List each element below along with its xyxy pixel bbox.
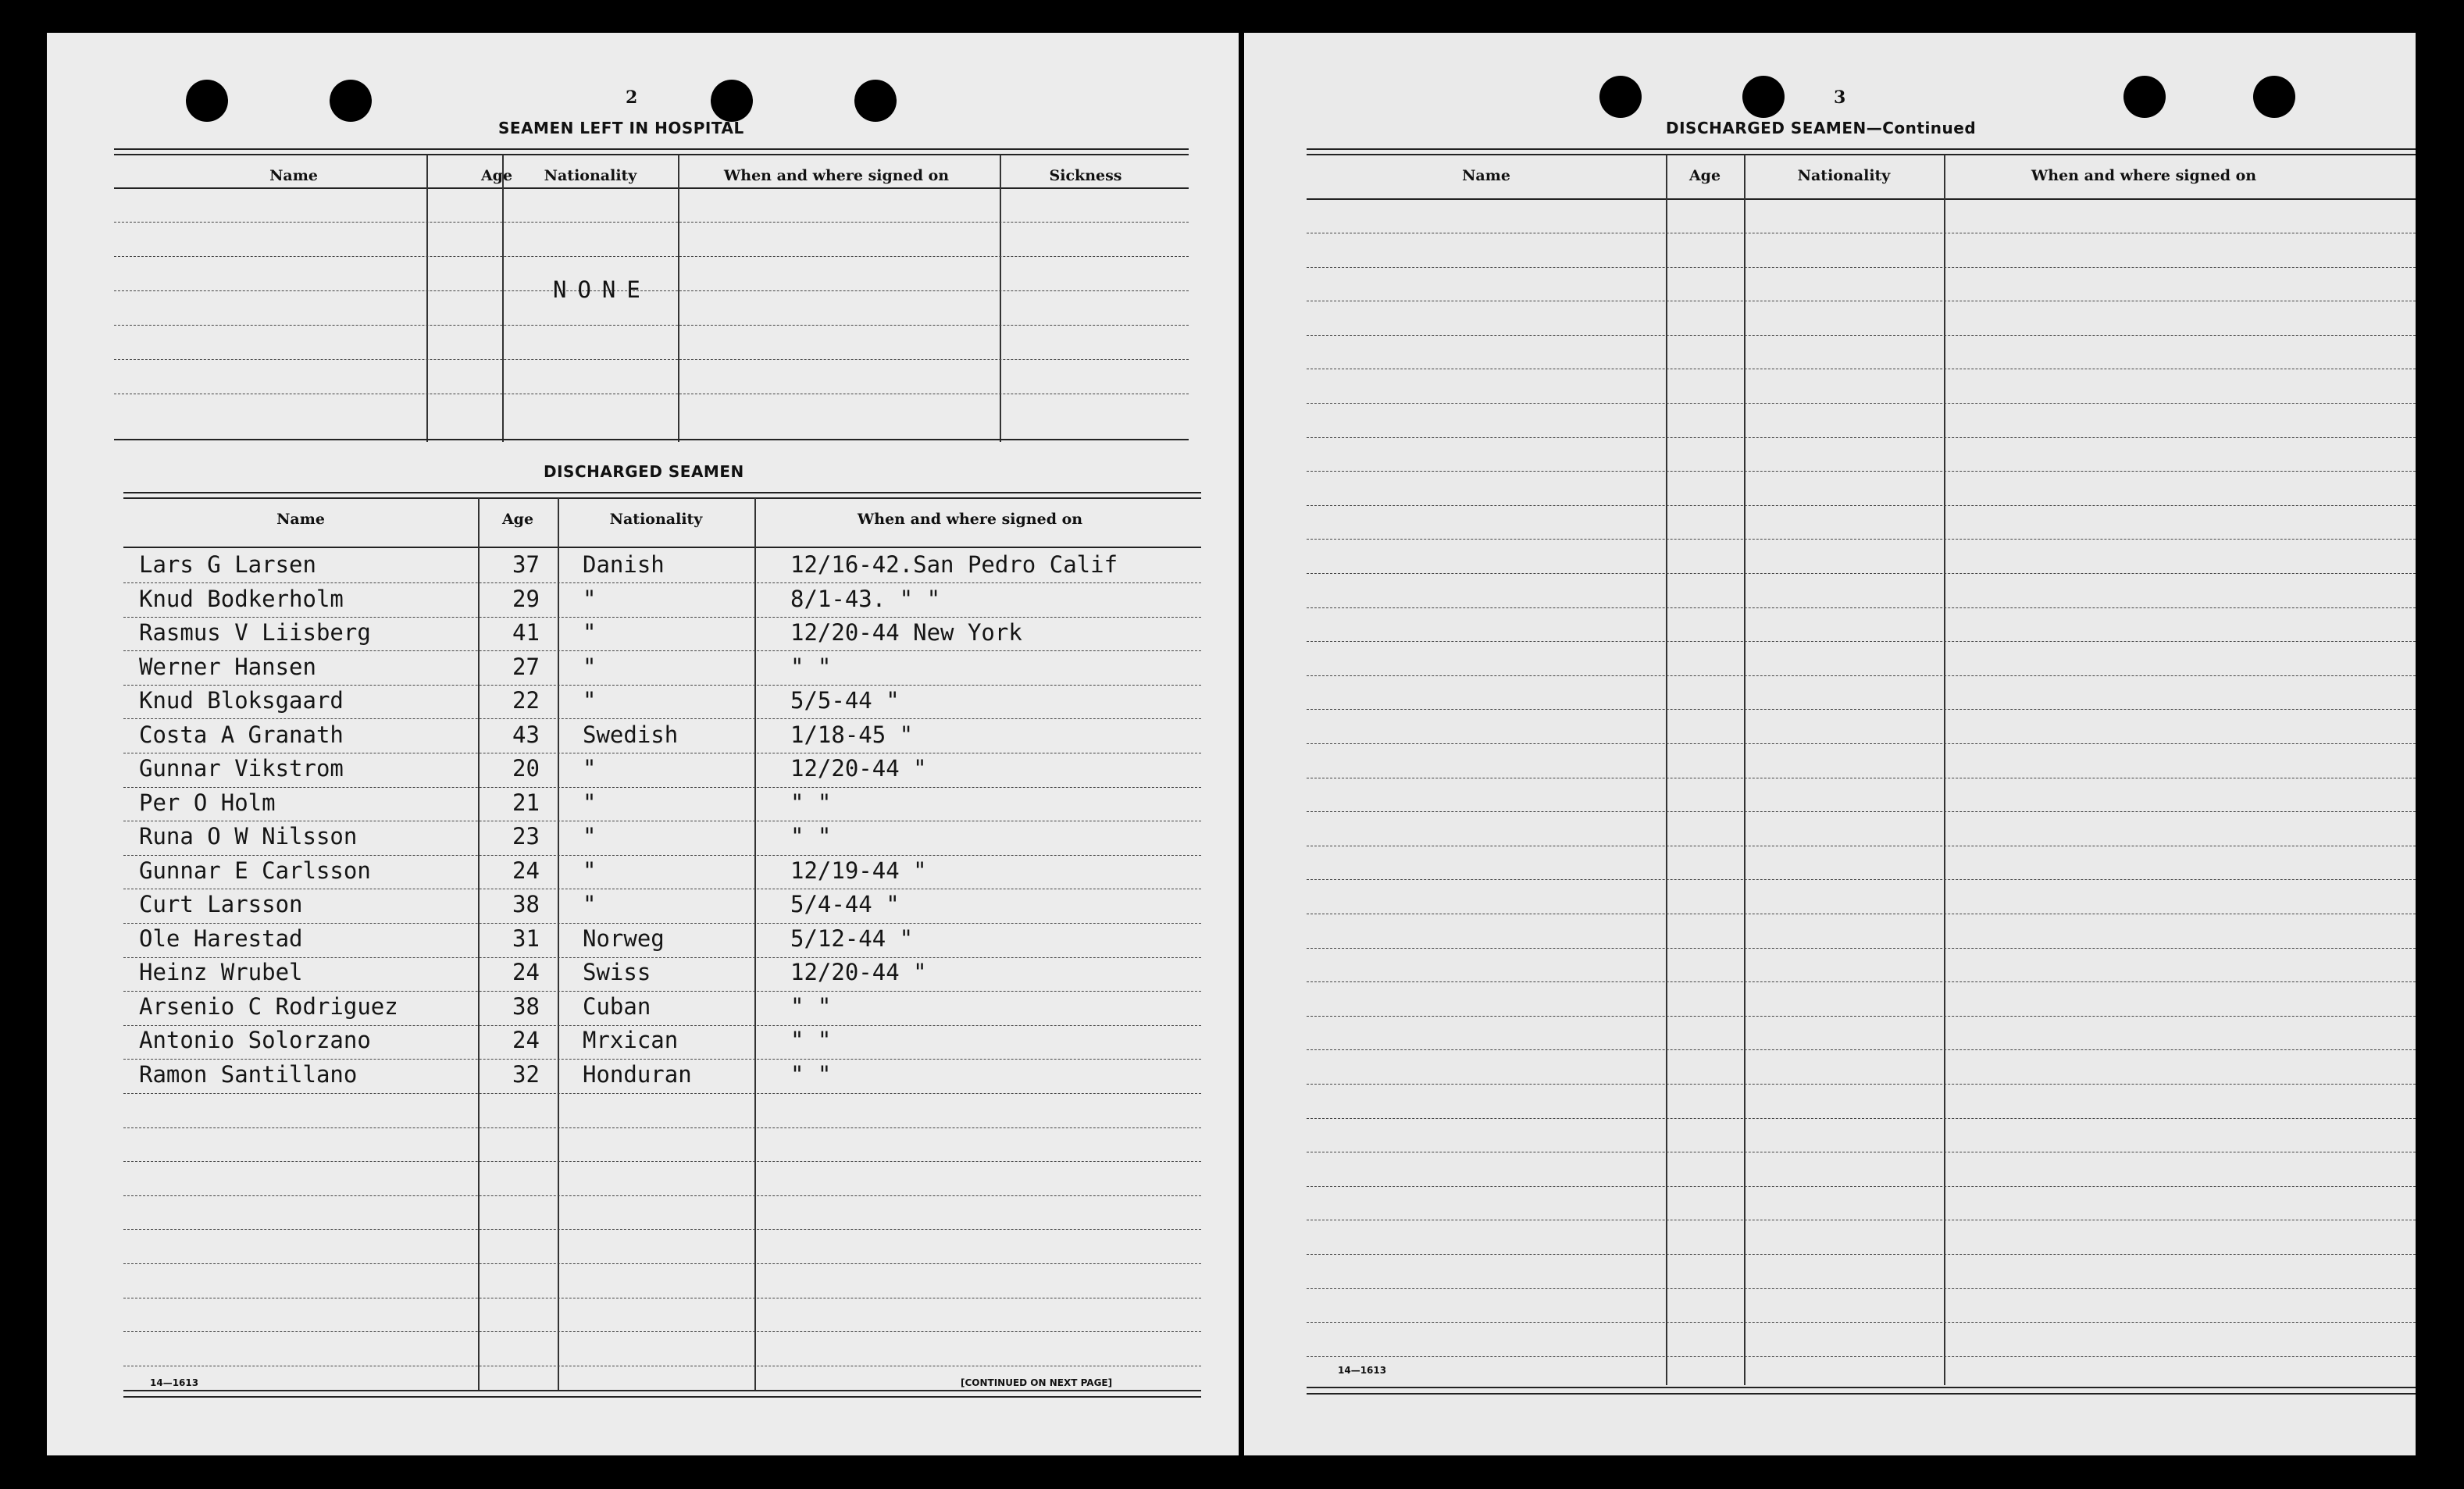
seaman-age: 20 (512, 755, 540, 782)
seaman-name: Curt Larsson (139, 891, 303, 917)
seaman-age: 31 (512, 924, 540, 952)
col-header-signed-on: When and where signed on (2031, 167, 2257, 184)
seaman-age: 29 (512, 585, 540, 612)
col-header-name: Name (1462, 167, 1510, 184)
seaman-name: Ramon Santillano (139, 1060, 358, 1088)
seaman-name: Antonio Solorzano (139, 1027, 371, 1053)
entry-line (123, 1195, 1201, 1196)
col-divider (1000, 155, 1001, 442)
entry-line (1307, 879, 2416, 880)
entry-line (114, 325, 1189, 326)
entry-line (1307, 675, 2416, 676)
entry-line (1307, 471, 2416, 472)
rule (123, 1396, 1201, 1398)
seaman-signed-on: 12/20-44 " (790, 755, 927, 782)
seaman-age: 24 (512, 1027, 540, 1053)
seaman-age: 32 (512, 1060, 540, 1088)
left-page (47, 33, 1239, 1455)
col-header-nationality: Nationality (609, 511, 703, 528)
entry-line (123, 617, 1201, 618)
seaman-nationality: " (583, 687, 597, 714)
entry-line (123, 991, 1201, 992)
rule (114, 439, 1189, 440)
col-header-age: Age (1688, 167, 1721, 184)
seaman-age: 24 (512, 959, 540, 985)
seaman-signed-on: 12/16-42.San Pedro Calif (790, 551, 1118, 578)
seaman-name: Heinz Wrubel (139, 959, 303, 985)
punch-hole (1742, 76, 1785, 118)
seaman-nationality: " (583, 823, 597, 850)
entry-line (1307, 1322, 2416, 1323)
entry-line (114, 359, 1189, 360)
seaman-name: Rasmus V Liisberg (139, 619, 371, 646)
seaman-signed-on: 1/18-45 " (790, 721, 914, 748)
rule (123, 547, 1201, 548)
entry-line (1307, 1118, 2416, 1119)
seaman-age: 23 (512, 823, 540, 850)
col-divider (558, 498, 559, 1390)
seaman-name: Gunnar E Carlsson (139, 857, 371, 884)
seaman-name: Lars G Larsen (139, 551, 316, 578)
entry-line (1307, 335, 2416, 336)
entry-line (114, 222, 1189, 223)
page-number: 3 (1834, 87, 1846, 108)
seaman-name: Costa A Granath (139, 721, 344, 748)
seaman-name: Per O Holm (139, 789, 276, 816)
discharged-section-title: DISCHARGED SEAMEN (544, 462, 744, 481)
seaman-name: Arsenio C Rodriguez (139, 992, 398, 1020)
punch-hole (2253, 76, 2295, 118)
entry-line (1307, 1288, 2416, 1289)
rule (123, 492, 1201, 493)
rule (123, 497, 1201, 499)
entry-line (1307, 607, 2416, 608)
col-divider (678, 155, 679, 442)
entry-line (1307, 539, 2416, 540)
seaman-signed-on: " " (790, 823, 832, 850)
entry-line (1307, 437, 2416, 438)
right-page (1244, 33, 2416, 1455)
entry-line (1307, 1356, 2416, 1357)
punch-hole (186, 80, 228, 122)
col-header-signed-on: When and where signed on (857, 511, 1083, 528)
entry-line (123, 718, 1201, 719)
rule (1307, 154, 2416, 155)
rule (1307, 1393, 2416, 1395)
seaman-age: 22 (512, 687, 540, 714)
seaman-nationality: " (583, 789, 597, 816)
seaman-age: 37 (512, 551, 540, 578)
entry-line (1307, 743, 2416, 744)
seaman-nationality: " (583, 619, 597, 646)
seaman-nationality: Danish (583, 551, 665, 578)
rule (1307, 148, 2416, 150)
seaman-signed-on: " " (790, 1027, 832, 1053)
entry-line (123, 1229, 1201, 1230)
col-divider (1744, 155, 1745, 1385)
rule (114, 187, 1189, 189)
col-header-age: Age (480, 167, 513, 184)
continued-note: [CONTINUED ON NEXT PAGE] (961, 1377, 1113, 1388)
entry-line (1307, 981, 2416, 982)
col-divider (426, 155, 428, 442)
rule (114, 148, 1189, 150)
seaman-signed-on: 5/4-44 " (790, 891, 900, 917)
entry-line (123, 1127, 1201, 1128)
col-header-nationality: Nationality (1797, 167, 1891, 184)
seaman-age: 38 (512, 891, 540, 917)
col-header-sickness: Sickness (1049, 167, 1122, 184)
entry-line (123, 855, 1201, 856)
seaman-signed-on: " " (790, 653, 832, 680)
entry-line (1307, 1254, 2416, 1255)
page-title: DISCHARGED SEAMEN—Continued (1666, 119, 1977, 137)
hospital-none-entry: NONE (553, 276, 651, 303)
entry-line (1307, 1186, 2416, 1187)
seaman-nationality: " (583, 891, 597, 917)
col-divider (478, 498, 480, 1390)
entry-line (123, 650, 1201, 651)
seaman-signed-on: 5/5-44 " (790, 687, 900, 714)
col-divider (1666, 155, 1667, 1385)
col-divider (754, 498, 756, 1390)
seaman-signed-on: 5/12-44 " (790, 924, 914, 952)
seaman-signed-on: 12/20-44 " (790, 959, 927, 985)
entry-line (1307, 505, 2416, 506)
entry-line (1307, 1084, 2416, 1085)
punch-hole (711, 80, 753, 122)
entry-line (123, 787, 1201, 788)
seaman-nationality: " (583, 857, 597, 884)
entry-line (123, 1093, 1201, 1094)
seaman-signed-on: " " (790, 992, 832, 1020)
col-header-nationality: Nationality (544, 167, 637, 184)
seaman-name: Ole Harestad (139, 924, 303, 952)
page-number: 2 (626, 87, 638, 108)
entry-line (114, 290, 1189, 291)
entry-line (123, 957, 1201, 958)
col-header-age: Age (501, 511, 534, 528)
form-number: 14—1613 (1338, 1365, 1387, 1376)
seaman-nationality: Swedish (583, 721, 679, 748)
entry-line (123, 685, 1201, 686)
seaman-name: Runa O W Nilsson (139, 823, 358, 850)
entry-line (123, 1331, 1201, 1332)
entry-line (123, 1025, 1201, 1026)
seaman-signed-on: " " (790, 789, 832, 816)
seaman-age: 27 (512, 653, 540, 680)
col-header-name: Name (269, 167, 318, 184)
seaman-age: 43 (512, 721, 540, 748)
seaman-name: Gunnar Vikstrom (139, 755, 344, 782)
entry-line (1307, 641, 2416, 642)
rule (114, 154, 1189, 155)
seaman-age: 38 (512, 992, 540, 1020)
seaman-name: Werner Hansen (139, 653, 316, 680)
seaman-nationality: Mrxican (583, 1027, 679, 1053)
col-divider (502, 155, 504, 442)
entry-line (123, 923, 1201, 924)
entry-line (123, 1059, 1201, 1060)
entry-line (114, 256, 1189, 257)
punch-hole (1599, 76, 1642, 118)
entry-line (123, 1161, 1201, 1162)
seaman-nationality: " (583, 653, 597, 680)
seaman-signed-on: 12/19-44 " (790, 857, 927, 884)
seaman-nationality: " (583, 585, 597, 612)
seaman-signed-on: " " (790, 1060, 832, 1088)
col-divider (1944, 155, 1945, 1385)
seaman-nationality: Cuban (583, 992, 651, 1020)
entry-line (1307, 811, 2416, 812)
col-header-signed-on: When and where signed on (723, 167, 950, 184)
rule (123, 1390, 1201, 1391)
rule (1307, 1387, 2416, 1388)
seaman-signed-on: 8/1-43. " " (790, 585, 941, 612)
seaman-signed-on: 12/20-44 New York (790, 619, 1022, 646)
entry-line (123, 582, 1201, 583)
entry-line (1307, 1049, 2416, 1050)
seaman-nationality: " (583, 755, 597, 782)
seaman-nationality: Norweg (583, 924, 665, 952)
hospital-section-title: SEAMEN LEFT IN HOSPITAL (498, 119, 744, 137)
punch-hole (2123, 76, 2166, 118)
entry-line (1307, 573, 2416, 574)
entry-line (1307, 1016, 2416, 1017)
entry-line (1307, 403, 2416, 404)
seaman-age: 21 (512, 789, 540, 816)
entry-line (1307, 948, 2416, 949)
punch-hole (330, 80, 372, 122)
rule (1307, 198, 2416, 200)
seaman-nationality: Honduran (583, 1060, 692, 1088)
seaman-age: 41 (512, 619, 540, 646)
seaman-name: Knud Bloksgaard (139, 687, 344, 714)
entry-line (1307, 709, 2416, 710)
seaman-nationality: Swiss (583, 959, 651, 985)
entry-line (123, 1263, 1201, 1264)
col-header-name: Name (276, 511, 325, 528)
punch-hole (854, 80, 897, 122)
form-number: 14—1613 (150, 1377, 199, 1388)
seaman-age: 24 (512, 857, 540, 884)
seaman-name: Knud Bodkerholm (139, 585, 344, 612)
entry-line (1307, 267, 2416, 268)
